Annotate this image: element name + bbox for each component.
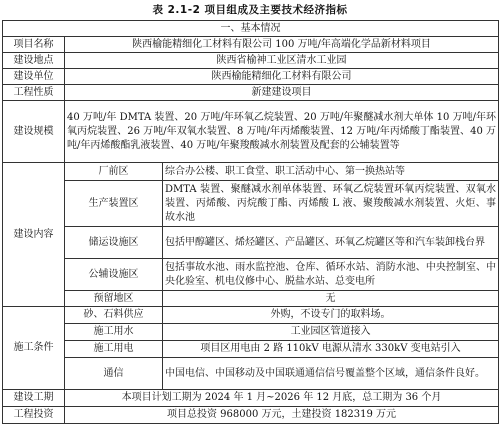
condition-desc: 中国电信、中国移动及中国联通通信信号覆盖整个区域，通信条件良好。 (163, 358, 499, 390)
table-row (3, 227, 499, 259)
area-desc: 包括事故水池、雨水监控池、仓库、循环水站、消防水池、中央控制室、中央化验室、机电仪修中心、脱盐水站、总变电所 (163, 259, 499, 291)
section-header: 一、基本情况 (3, 21, 499, 37)
area-desc: 综合办公楼、职工食堂、职工活动中心、第一换热站等 (163, 163, 499, 181)
area-desc: 包括甲醇罐区、烯烃罐区、产品罐区、环氧乙烷罐区等和汽车装卸栈台界 (163, 227, 499, 259)
table-row (3, 324, 499, 341)
table-row (3, 390, 499, 407)
table-row (3, 85, 499, 101)
table-row (3, 181, 499, 227)
table-row (3, 37, 499, 53)
table-row (3, 259, 499, 291)
row-value: 陕西榆能精细化工材料有限公司 (65, 69, 499, 85)
table-caption: 表 2.1-2 项目组成及主要技术经济指标 (152, 4, 348, 16)
row-label: 建设规模 (3, 101, 65, 163)
table-row (3, 307, 499, 324)
row-label: 工程投资 (3, 407, 65, 424)
row-value: 40 万吨/年 DMTA 装置、20 万吨/年环氧乙烷装置、20 万吨/年聚醚减水剂大单体 10 万吨/年环氧丙烷装置、26 万吨/年双氧水装置、8 万吨/年丙烯酸装置、12 万吨/年丙烯酸丁酯装置、40 万吨/年丙烯酸酯乳液装置、40 万吨/年聚羧酸减水剂装置及配套的公辅装置等 (65, 101, 499, 163)
table-row (3, 341, 499, 358)
area-name: 厂前区 (65, 163, 163, 181)
table-row (3, 407, 499, 424)
condition-name: 施工用水 (65, 324, 163, 341)
row-label: 建设工期 (3, 390, 65, 407)
condition-name: 施工用电 (65, 341, 163, 358)
area-name: 储运设施区 (65, 227, 163, 259)
condition-desc: 工业园区管道接入 (163, 324, 499, 341)
area-name: 生产装置区 (65, 181, 163, 227)
row-label: 建设单位 (3, 69, 65, 85)
row-label: 建设地点 (3, 53, 65, 69)
area-name: 公辅设施区 (65, 259, 163, 291)
area-desc: 无 (163, 291, 499, 307)
condition-desc: 外购，不设专门的取料场。 (163, 307, 499, 324)
table-row (3, 101, 499, 163)
condition-desc: 项目区用电由 2 路 110kV 电源从清水 330kV 变电站引入 (163, 341, 499, 358)
table-row (3, 69, 499, 85)
condition-name: 砂、石料供应 (65, 307, 163, 324)
row-value: 项目总投资 968000 万元，土建投资 182319 万元 (65, 407, 499, 424)
row-value: 本项目计划工期为 2024 年 1 月~2026 年 12 月底，总工期为 36 个月 (65, 390, 499, 407)
table-row (3, 291, 499, 307)
row-label: 施工条件 (3, 307, 65, 390)
row-value: 陕西榆能精细化工材料有限公司 100 万吨/年高端化学品新材料项目 (65, 37, 499, 53)
row-label: 工程性质 (3, 85, 65, 101)
section-header-row (3, 21, 499, 37)
row-label: 建设内容 (3, 163, 65, 307)
project-table (2, 20, 499, 424)
table-row (3, 358, 499, 390)
table-row (3, 163, 499, 181)
condition-name: 通信 (65, 358, 163, 390)
row-label: 项目名称 (3, 37, 65, 53)
area-name: 预留地区 (65, 291, 163, 307)
table-row (3, 53, 499, 69)
area-desc: DMTA 装置、聚醚减水剂单体装置、环氧乙烷装置环氧丙烷装置、双氧水装置、丙烯酸、丙烷酸丁酯、丙烯酸 L 液、聚羧酸减水剂装置、火炬、事故水池 (163, 181, 499, 227)
row-value: 陕西省榆神工业区清水工业园 (65, 53, 499, 69)
row-value: 新建建设项目 (65, 85, 499, 101)
